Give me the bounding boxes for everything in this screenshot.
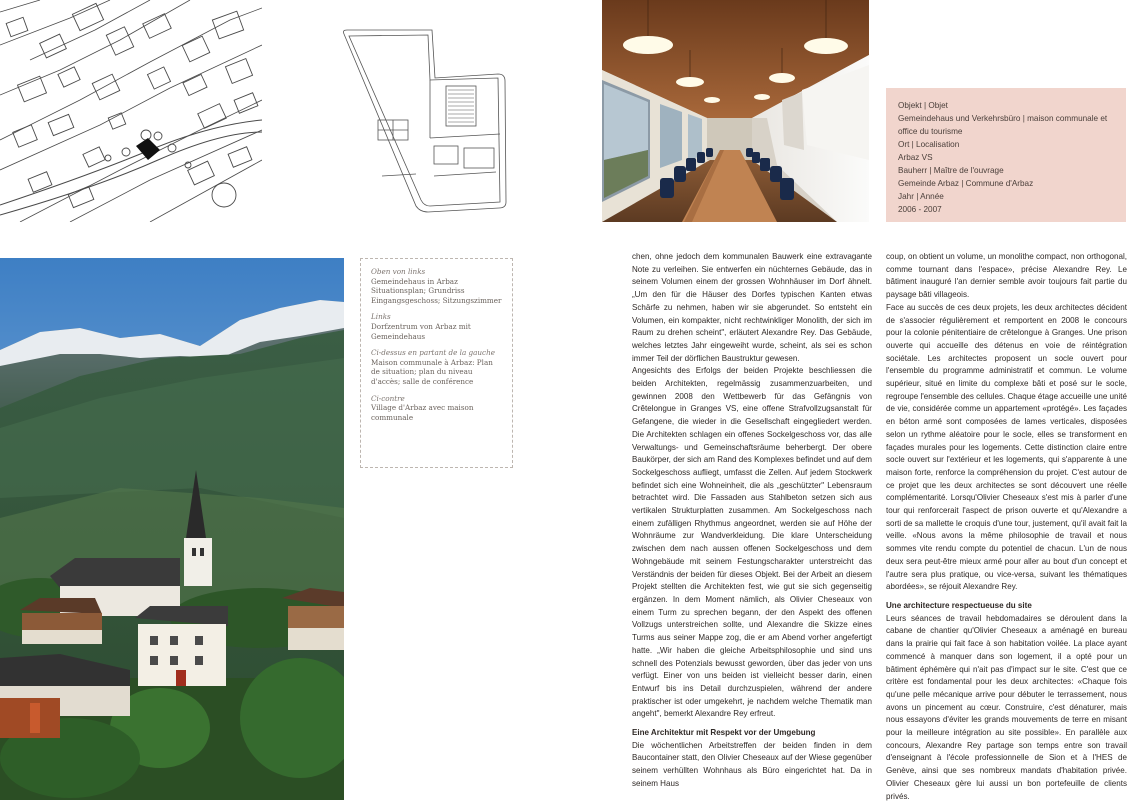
german-text-column [632, 251, 872, 801]
village-photo [0, 258, 344, 800]
conference-room-photo [602, 0, 869, 222]
caption-text: Maison communale à Arbaz: Plan de situation; plan du niveau d'accès; salle de conférence [371, 357, 493, 386]
section-heading: Eine Architektur mit Respekt vor der Umgebung [632, 728, 816, 738]
caption-heading: Links [371, 312, 391, 322]
floor-plan-drawing [338, 26, 510, 222]
info-line: Arbaz VS [898, 153, 933, 162]
paragraph: coup, on obtient un volume, un monolithe compact, non orthogonal, comme tournant dans l'espace», précise Alexandre Rey. Le bâtiment inauguré l'an dernier semble avoir toujours fait partie du paysage bâti villageois. [886, 252, 1127, 300]
project-info-box [886, 88, 1126, 222]
info-line: Gemeindehaus und Verkehrsbüro | maison communale et [898, 114, 1108, 123]
caption-text: Gemeindehaus in Arbaz Situationsplan; Grundriss Eingangsgeschoss; Sitzungszimmer [371, 276, 502, 305]
photo-captions [360, 258, 513, 468]
paragraph: Angesichts des Erfolgs der beiden Projekte beschliessen die beiden Architekten, regelmässig zusammenzuarbeiten, und gewinnen 2008 den Wettbewerb für das Gefängnis von Crêtelongue in Granges VS, eine offene Strafvollzugsanstalt für Gefangene, die wieder in die Gesellschaft eingegliedert werden. Die Architekten schlagen ein offenes Sockelgeschoss vor, das alle Verwaltungs- und Gemeinschaftsräume beherbergt. Der obere Baukörper, der sich am Rand des Komplexes befindet und auf dem Sockelgeschoss aufliegt, umfasst die Zellen. Auf jedem Stockwerk befindet sich eine Wohneinheit, die als „geschützter" Lebensraum betrachtet wird. Die Fassaden aus Stahlbeton setzen sich aus vertikalen Strukturplatten zusammen. Am Sockelgeschoss nach einem zufälligen Rhythmus angeordnet, werden sie auf Höhe der Wohnräume zur Wandverkleidung. Die klare Unterscheidung zwischen dem nach aussen offenen Sockelgeschoss und dem Wohngebäude mit seinem Festungscharakter unterstreicht das Verständnis der beiden für dieses Objekt. Bei der Arbeit an diesem Projekt stellten die Architekten fest, wie gut sie sich gegenseitig ergänzen. In dem Moment nämlich, als Olivier Cheseaux von einem Turm zu sprechen begann, der den Aspekt des offenen Vollzugs unterstreichen sollte, und Alexandre die Skizze eines Turms aus seiner Mappe zog, die er am Abend vorher angefertigt hatte. „Wir haben die gleiche Arbeitsphilosophie und sind uns schnell des Potenzials bewusst geworden, über das jeder von uns verfügt. Einer von uns beiden ist vielleicht besser darin, einen Entwurf bis ins Detail durchzuspielen, während der andere praktischer ist oder umgekehrt, je nachdem welche Thematik man angeht", bemerkt Alexandre Rey erfreut. [632, 366, 872, 719]
paragraph: Face au succès de ces deux projets, les deux architectes décident de s'associer régulièrement et remportent en 2008 le concours pour la colonie pénitentiaire de crêtelongue à Granges. Une prison ouverte qui accueille des détenus en voie de réintégration sociétale. Les architectes proposent un socle ouvert pour l'ensemble du programme administratif et commun. Le volume supérieur, situé en limite du complexe bâti et posé sur le socle, regroupe l'ensemble des cellules. Chaque étage accueille une unité de vie, considérée comme un appartement «protégé». Les façades en béton armé sont composées de lames verticales, disposées selon un rythme aléatoire pour le socle, elles se transforment en façades murales pour les logements. Cette distinction claire entre socle ouvert sur l'extérieur et les logements, qui s'apparente à une maison forte, renforce la compréhension du projet. C'est autour de ce projet que les deux architectes se sont découvert une réelle complémentarité. Lorsqu'Olivier Cheseaux s'est mis à parler d'une tour qui renforcerait l'aspect de prison ouverte et qu'Alexandre a sorti de sa mallette le croquis d'une tour, justement, qu'il avait fait la veille. «Nous avons la même philosophie de travail et nous sommes vite rendu compte du potentiel de chacun. L'un de nous deux sera peut-être mieux armé pour aller au bout d'un concept et l'autre sera plus pratique, ou vice-versa, suivant les thématiques abordées», se réjouit Alexandre Rey. [886, 302, 1127, 592]
caption-text: Dorfzentrum von Arbaz mit Gemeindehaus [371, 321, 471, 341]
info-line: Ort | Localisation [898, 140, 960, 149]
caption-heading: Oben von links [371, 267, 426, 276]
info-line: Jahr | Année [898, 192, 944, 201]
paragraph: Die wöchentlichen Arbeitstreffen der beiden finden in dem Baucontainer statt, den Olivier Cheseaux auf der Wiese gegenüber seinem verhüllten Wohnhaus als Büro eingerichtet hat. Da in seinem Haus [632, 740, 872, 788]
caption-heading: Ci-contre [371, 393, 405, 403]
paragraph: Leurs séances de travail hebdomadaires se déroulent dans la cabane de chantier qu'Olivier Cheseaux a aménagé en bureau dans la prairie qui fait face à son habitation voilée. La place ayant commencé à manquer dans son logement, il a opté pour un bâtiment éphémère qui n'ait pas d'impact sur le site. C'est que ce critère est fondamental pour les deux architectes: «Chaque fois qu'une pelle mécanique arrive pour débuter le terrassement, nous avons un pincement au cœur. Construire, c'est dénaturer, mais nous essayons d'éviter les grands mouvements de terre en misant pour la meilleure intégration au site possible». En parallèle aux concours, Alexandre Rey partage son temps entre son travail d'enseignant à l'école professionnelle de Sion et à l'HES de Genève, ainsi que ses nombreux mandats d'habitation privée. Olivier Cheseaux gère lui aussi un bon portefeuille de clients privés. [886, 613, 1127, 801]
caption-heading: Ci-dessus en partant de la gauche [371, 348, 495, 358]
paragraph: chen, ohne jedoch dem kommunalen Bauwerk eine extravagante Note zu verleihen. Sie entwerfen ein nüchternes Gebäude, das in seinem Volumen einem der grossen Wohnhäuser im Dorf ähnelt. „Um den für die Häuser des Dorfes typischen Kanten etwas Schärfe zu nehmen, haben wir sie abgerundet. So entsteht ein Volumen, ein kompakter, nicht rechtwinkliger Monolith, der sich im Raum zu drehen scheint", erläutert Alexandre Rey. Das Gebäude, welches letztes Jahr eingeweiht wurde, scheint, als sei es schon immer Teil der dörflichen Baustruktur gewesen. [632, 252, 872, 363]
info-line: 2006 - 2007 [898, 205, 942, 214]
info-line: Objekt | Objet [898, 101, 948, 110]
info-line: Bauherr | Maître de l'ouvrage [898, 166, 1004, 175]
section-heading: Une architecture respectueuse du site [886, 600, 1032, 610]
info-line: office du tourisme [898, 127, 963, 136]
caption-text: Village d'Arbaz avec maison communale [371, 403, 474, 422]
info-line: Gemeinde Arbaz | Commune d'Arbaz [898, 179, 1034, 188]
site-plan-drawing [0, 0, 262, 222]
french-text-column [886, 251, 1127, 801]
